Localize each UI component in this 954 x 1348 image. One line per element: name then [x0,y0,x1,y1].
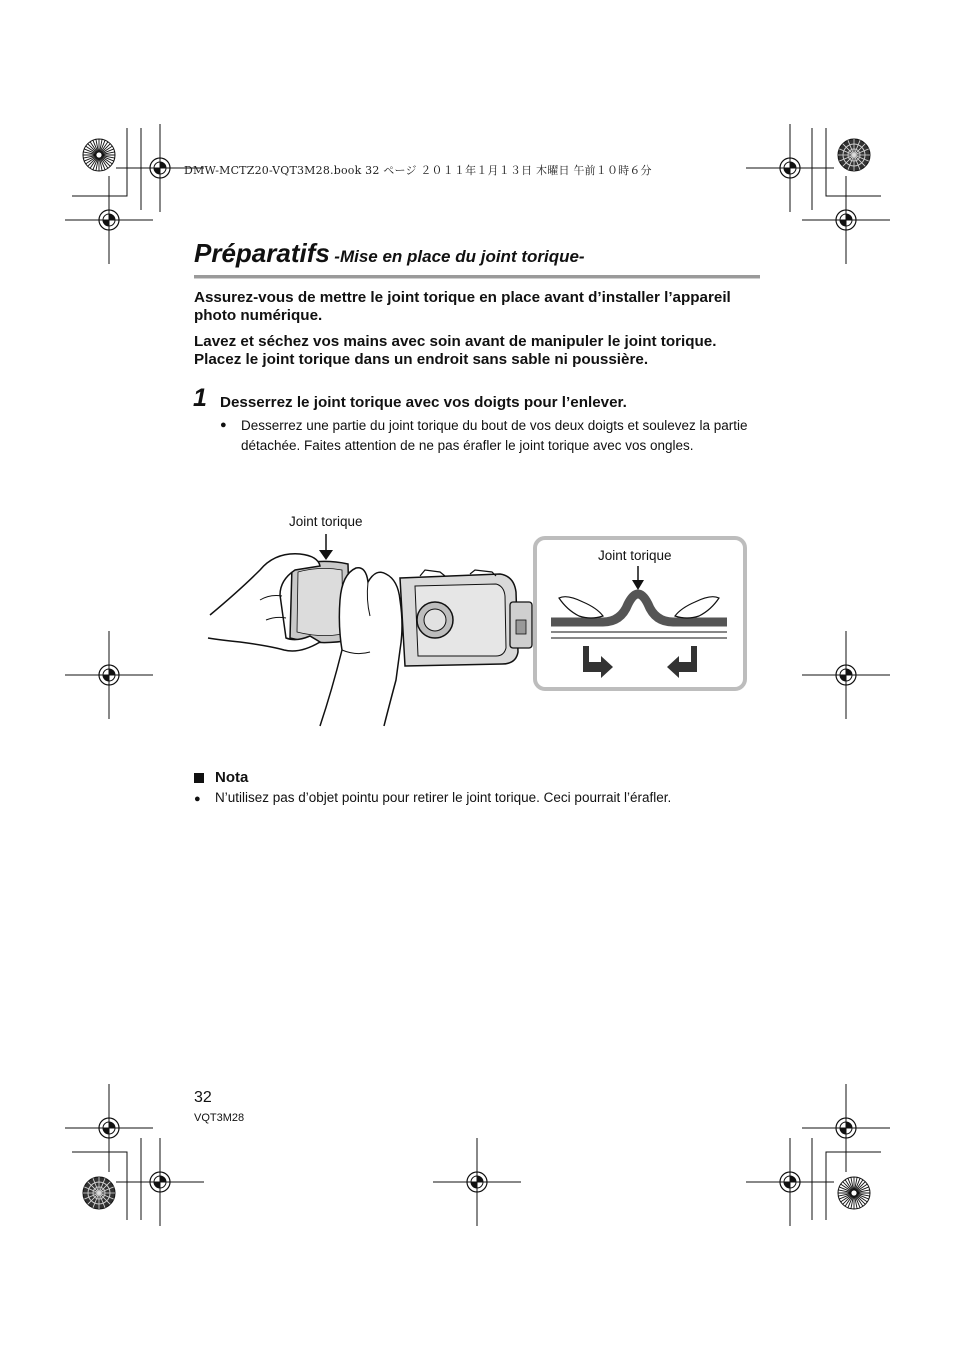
intro-paragraph-2: Lavez et séchez vos mains avec soin avant de manipuler le joint torique. Placez le joint torique dans un endroit sans sable ni poussière. [194,333,717,368]
step-number: 1 [193,384,207,412]
illustration-hands-housing [200,530,540,735]
page-number: 32 [194,1089,212,1106]
step-instruction: Desserrez le joint torique avec vos doigts pour l’enlever. [220,394,627,411]
document-code: VQT3M28 [194,1112,245,1124]
title-divider [194,275,760,279]
title-main: Préparatifs [194,238,330,268]
nota-heading: Nota [215,769,249,786]
nota-square-icon [194,773,204,783]
step-bullet-text: Desserrez une partie du joint torique du bout de vos deux doigts et soulevez la partie détachée. Faites attention de ne pas érafler le joint torique avec vos ongles. [241,418,748,453]
intro-paragraph-1: Assurez-vous de mettre le joint torique en place avant d’installer l’appareil photo numérique. [194,289,731,324]
bullet-icon: ● [194,793,201,805]
print-header: DMW-MCTZ20-VQT3M28.book 32 ページ ２０１１年１月１３日 木曜日 午前１０時６分 [184,164,652,177]
figure-label-left: Joint torique [289,514,363,529]
figure-label-right: Joint torique [598,548,672,563]
bullet-icon: ● [220,419,227,431]
page-title [194,238,585,269]
nota-bullet-text: N’utilisez pas d’objet pointu pour retirer le joint torique. Ceci pourrait l’érafler. [215,790,672,805]
title-subtitle: -Mise en place du joint torique- [334,247,585,266]
